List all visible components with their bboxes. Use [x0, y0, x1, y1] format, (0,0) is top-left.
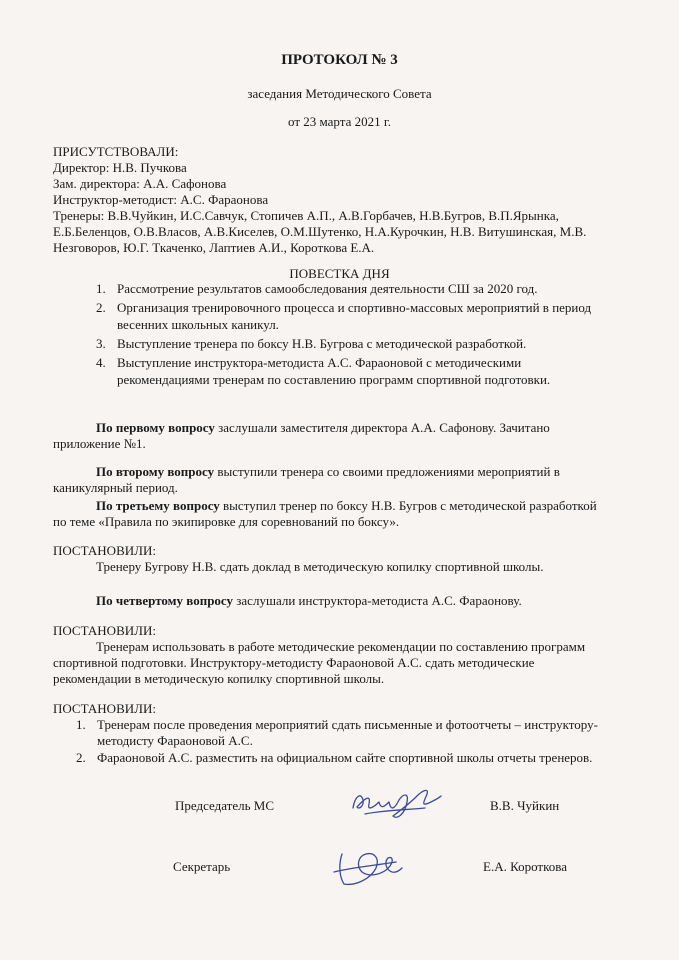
question-1-label: По первому вопросу [96, 420, 215, 435]
document-subtitle: заседания Методического Совета [247, 86, 432, 101]
attendee-coaches-line2: Е.Б.Беленцов, О.В.Власов, А.В.Киселев, О.М.Шутенко, Н.А.Курочкин, Н.В. Витушинская, М.В. [53, 224, 587, 239]
resolved-1-text: Тренеру Бугрову Н.В. сдать доклад в методическую копилку спортивной школы. [96, 559, 544, 574]
resolved-3-item-1-line2: методисту Фараоновой А.С. [97, 733, 253, 748]
resolved-2-line1: Тренерам использовать в работе методические рекомендации по составлению программ [96, 639, 586, 654]
question-1-line2: приложение №1. [53, 436, 146, 451]
resolved-3-item-1-line1: Тренерам после проведения мероприятий сдать письменные и фотоотчеты – инструктору- [97, 717, 598, 732]
resolved-1-heading: ПОСТАНОВИЛИ: [53, 543, 156, 558]
resolved-2-line3: рекомендации в методическую копилку спортивной школы. [53, 671, 385, 686]
question-2-text: выступили тренера со своими предложениями мероприятий в [214, 464, 560, 479]
question-2-line1 [96, 464, 560, 480]
question-4-text: заслушали инструктора-методиста А.С. Фараонову. [233, 593, 522, 608]
question-1-text: заслушали заместителя директора А.А. Сафонову. Зачитано [214, 420, 550, 435]
agenda-item-number: 1. [96, 281, 106, 296]
question-4-line [96, 593, 522, 609]
resolved-3-heading: ПОСТАНОВИЛИ: [53, 701, 156, 716]
question-3-line2: по теме «Правила по экипировке для соревнований по боксу». [53, 514, 400, 529]
agenda-item-number: 3. [96, 336, 106, 351]
resolved-3-item-number: 1. [76, 717, 86, 732]
question-2-line2: каникулярный период. [53, 480, 178, 495]
resolved-2-heading: ПОСТАНОВИЛИ: [53, 623, 156, 638]
question-3-text: выступил тренер по боксу Н.В. Бугров с методической разработкой [219, 498, 597, 513]
question-3-line1 [96, 498, 597, 514]
agenda-item-2-line2: весенних школьных каникул. [117, 317, 279, 332]
secretary-name: Е.А. Короткова [483, 859, 568, 874]
attendee-coaches-line3: Незговоров, Ю.Г. Ткаченко, Лаптиев А.И., Короткова Е.А. [53, 240, 375, 255]
attendees-heading: ПРИСУТСТВОВАЛИ: [53, 144, 179, 159]
agenda-item-number: 4. [96, 355, 106, 370]
attendee-coaches-line1: Тренеры: В.В.Чуйкин, И.С.Савчук, Стопичев А.П., А.В.Горбачев, Н.В.Бугров, В.П.Ярынка, [53, 208, 559, 223]
question-1-line1 [96, 420, 550, 436]
question-4-label: По четвертому вопросу [96, 593, 234, 608]
chair-signature [345, 780, 445, 830]
document-date: от 23 марта 2021 г. [288, 114, 391, 129]
chair-title: Председатель МС [175, 798, 275, 813]
agenda-item-3: Выступление тренера по боксу Н.В. Бугрова с методической разработкой. [117, 336, 527, 351]
attendee-director: Директор: Н.В. Пучкова [53, 160, 187, 175]
question-3-label: По третьему вопросу [96, 498, 220, 513]
agenda-item-4-line2: рекомендациями тренерам по составлению программ спортивной подготовки. [117, 372, 551, 387]
document-title: ПРОТОКОЛ № 3 [281, 52, 398, 68]
resolved-2-line2: спортивной подготовки. Инструктору-методисту Фараоновой А.С. сдать методические [53, 655, 535, 670]
attendee-methodist: Инструктор-методист: А.С. Фараонова [53, 192, 269, 207]
attendee-deputy: Зам. директора: А.А. Сафонова [53, 176, 227, 191]
agenda-item-1: Рассмотрение результатов самообследования деятельности СШ за 2020 год. [117, 281, 538, 296]
chair-name: В.В. Чуйкин [490, 798, 560, 813]
resolved-3-item-2: Фараоновой А.С. разместить на официальном сайте спортивной школы отчеты тренеров. [97, 750, 593, 765]
agenda-heading: ПОВЕСТКА ДНЯ [289, 266, 390, 281]
resolved-3-item-number: 2. [76, 750, 86, 765]
agenda-item-number: 2. [96, 300, 106, 315]
secretary-signature [330, 848, 405, 895]
secretary-title: Секретарь [173, 859, 231, 874]
agenda-item-4-line1: Выступление инструктора-методиста А.С. Фараоновой с методическими [117, 355, 522, 370]
question-2-label: По второму вопросу [96, 464, 215, 479]
agenda-item-2-line1: Организация тренировочного процесса и спортивно-массовых мероприятий в период [117, 300, 592, 315]
